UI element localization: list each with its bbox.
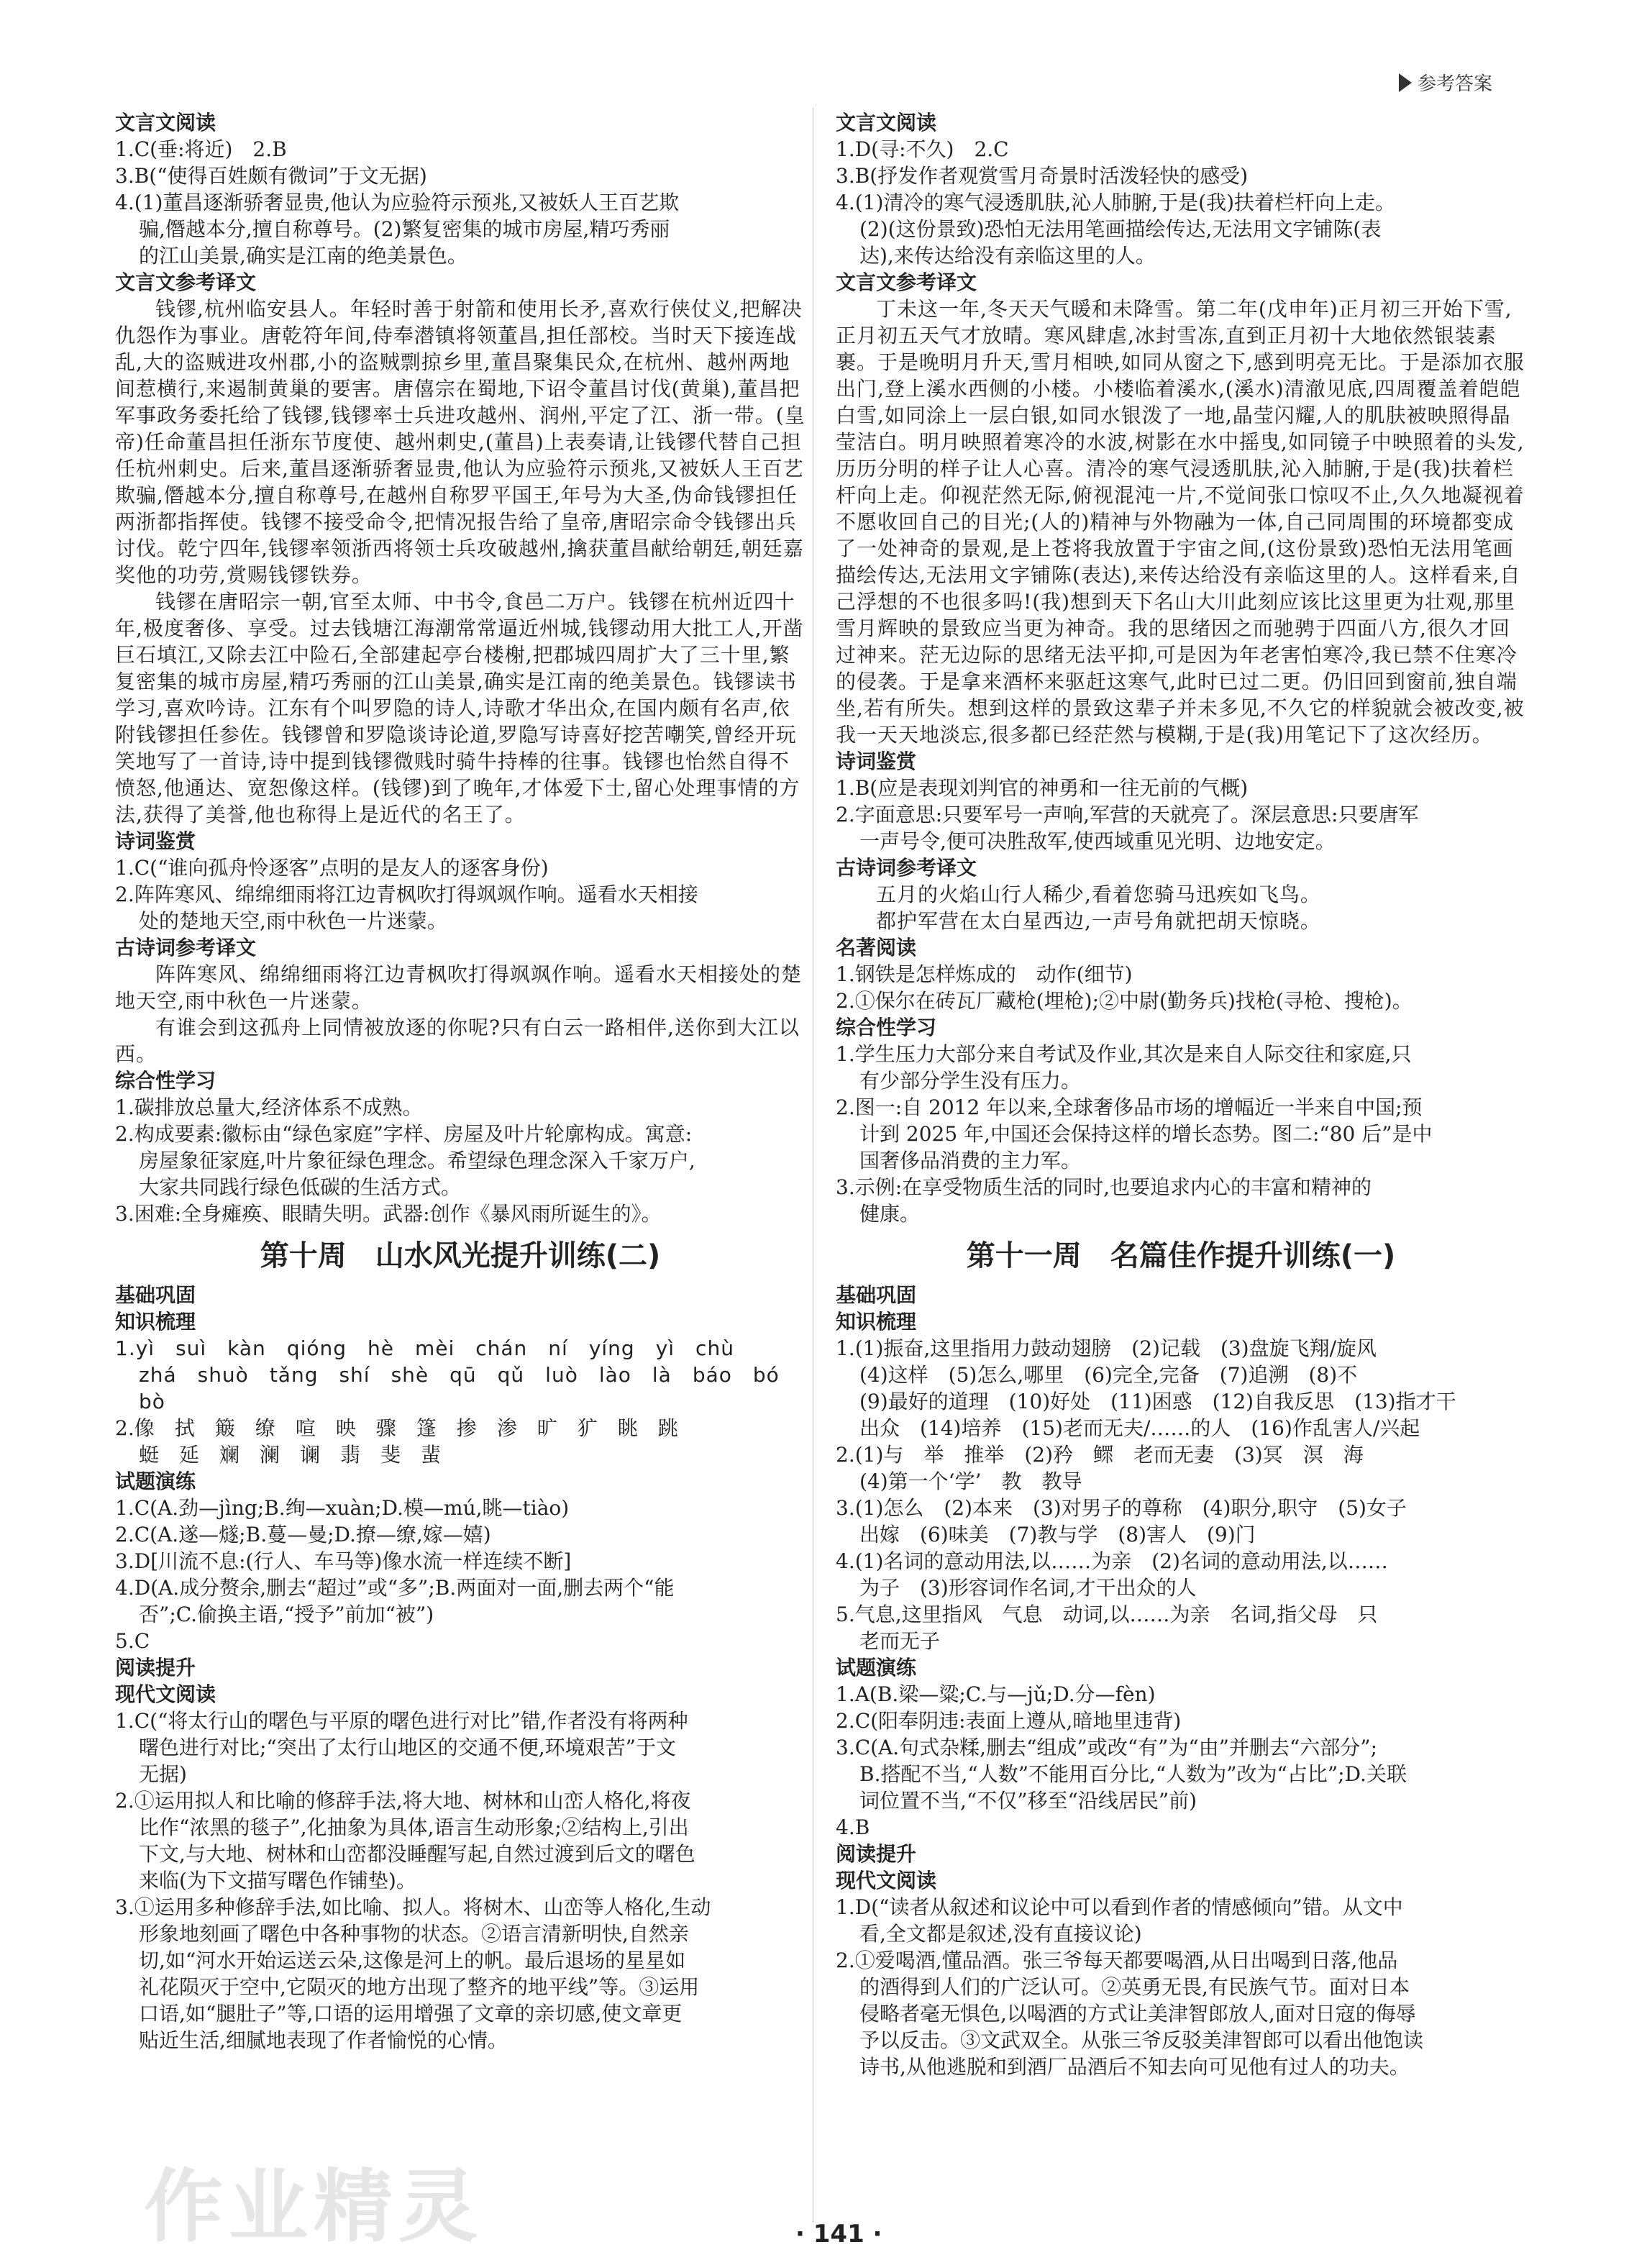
- text-line: 出嫁 (6)味美 (7)教与学 (8)害人 (9)门: [859, 1523, 1256, 1546]
- text-line: 2.①爱喝酒,懂品酒。张三爷每天都要喝酒,从日出喝到日落,他品: [836, 1949, 1398, 1972]
- text-line: 4.(1)董昌逐渐骄奢显贵,他认为应验符示预兆,又被妖人王百艺欺: [115, 191, 680, 214]
- section-heading: 阅读提升: [836, 1842, 917, 1866]
- text-line: 有少部分学生没有压力。: [859, 1069, 1082, 1093]
- section-heading: 名著阅读: [836, 936, 917, 960]
- text-line: 3.(1)怎么 (2)本来 (3)对男子的尊称 (4)职分,职守 (5)女子: [836, 1496, 1407, 1520]
- text-line: 口语,如“腿肚子”等,口语的运用增强了文章的亲切感,使文章更: [139, 2002, 683, 2025]
- text-line: 的酒得到人们的广泛认可。②英勇无畏,有民族气节。面对日本: [859, 1975, 1410, 1999]
- paragraph: 五月的火焰山行人稀少,看着您骑马迅疾如飞鸟。: [876, 883, 1321, 906]
- text-line: 3.困难:全身瘫痪、眼睛失明。武器:创作《暴风雨所诞生的》。: [115, 1202, 662, 1226]
- watermark: 作业精灵: [144, 2161, 483, 2253]
- text-line: 否”;C.偷换主语,“授予”前加“被”): [139, 1603, 434, 1626]
- text-line: 5.C: [115, 1629, 150, 1653]
- text-line: 2.C(阳奉阴违:表面上遵从,暗地里违背): [836, 1709, 1182, 1733]
- text-line: 3.C(A.句式杂糅,删去“组成”或改“有”为“由”并删去“六部分”;: [836, 1736, 1378, 1759]
- text-line: 1.C(“将太行山的曙色与平原的曙色进行对比”错,作者没有将两种: [115, 1709, 688, 1733]
- translation-block: [115, 961, 806, 1067]
- text-line: 来临(为下文描写曙色作铺垫)。: [139, 1869, 416, 1892]
- week-title: 第十一周 名篇佳作提升训练(一): [966, 1239, 1396, 1272]
- section-heading: 古诗词参考译文: [115, 936, 257, 960]
- text-line: 切,如“河水开始运送云朵,这像是河上的帆。最后退场的星星如: [139, 1949, 686, 1972]
- section-heading: 诗词鉴赏: [836, 749, 917, 773]
- section-heading: 古诗词参考译文: [836, 856, 977, 880]
- answer-block: [836, 961, 1526, 1014]
- text-line: 健康。: [859, 1202, 921, 1226]
- text-line: B.搭配不当,“人数”不能用百分比,“人数为”改为“占比”;D.关联: [859, 1762, 1407, 1786]
- answer-block: [115, 854, 806, 934]
- text-line: 1.A(B.梁—粱;C.与—jǔ;D.分—fèn): [836, 1682, 1156, 1706]
- text-line: 出众 (14)培养 (15)老而无夫/……的人 (16)作乱害人/兴起: [859, 1416, 1420, 1440]
- translation-block: [836, 881, 1526, 934]
- text-line: 一声号令,便可决胜敌军,使西域重见光明、边地安定。: [859, 829, 1336, 853]
- text-line: 3.B(“使得百姓颇有微词”于文无据): [115, 164, 427, 188]
- answer-block: [836, 1335, 1526, 1654]
- text-line: 4.(1)名词的意动用法,以……为亲 (2)名词的意动用法,以……: [836, 1549, 1388, 1573]
- text-line: 4.D(A.成分赘余,删去“超过”或“多”;B.两面对一面,删去两个“能: [115, 1576, 675, 1600]
- answer-block: [115, 1094, 806, 1227]
- paragraph: 都护军营在太白星西边,一声号角就把胡天惊晓。: [876, 909, 1321, 933]
- text-line: 2.①运用拟人和比喻的修辞手法,将大地、树林和山峦人格化,将夜: [115, 1789, 691, 1813]
- text-line: 1.C(垂:将近) 2.B: [115, 137, 287, 161]
- text-line: 大家共同践行绿色低碳的生活方式。: [139, 1175, 462, 1199]
- text-line: 为子 (3)形容词作名词,才干出众的人: [859, 1576, 1197, 1600]
- translation-block: [115, 296, 806, 828]
- text-line: 国奢侈品消费的主力军。: [859, 1149, 1082, 1172]
- text-line: 2.字面意思:只要军号一声响,军营的天就亮了。深层意思:只要唐军: [836, 803, 1419, 826]
- text-line: 予以反击。③文武双全。从张三爷反驳美津智郎可以看出他饱读: [859, 2028, 1424, 2052]
- text-line: 4.B: [836, 1815, 870, 1839]
- text-line: 1.C(A.劲—jìng;B.绚—xuàn;D.模—mú,眺—tiào): [115, 1496, 570, 1520]
- answer-block: [836, 136, 1526, 269]
- section-heading: 文言文参考译文: [836, 270, 977, 294]
- right-column: [836, 109, 1526, 2080]
- subsection-heading: 知识梳理: [115, 1310, 196, 1334]
- characters-block: [115, 1415, 806, 1468]
- page-number: · 141 ·: [795, 2220, 882, 2248]
- section-heading: 文言文参考译文: [115, 270, 257, 294]
- paragraph: 钱镠在唐昭宗一朝,官至太师、中书令,食邑二万户。钱镠在杭州近四十年,极度奢侈、享受。过去钱塘江海潮常常逼近州城,钱镠动用大批工人,开凿巨石填江,又除去江中险石,全部建起亭台楼榭,把郡城四周扩大了三十里,繁复密集的城市房屋,精巧秀丽的江山美景,确实是江南的绝美景色。钱镠读书学习,喜欢吟诗。江东有个叫罗隐的诗人,诗歌才华出众,在国内颇有名声,依附钱镠担任参佐。钱镠曾和罗隐谈诗论道,罗隐写诗喜好挖苦嘲笑,曾经开玩笑地写了一首诗,诗中提到钱镠微贱时骑牛持棒的往事。钱镠也怡然自得不愤怒,他通达、宽恕像这样。(钱镠)到了晚年,才体爱下士,留心处理事情的方法,获得了美誉,他也称得上是近代的名王了。: [115, 590, 804, 826]
- section-heading: 综合性学习: [836, 1016, 937, 1039]
- text-line: 的江山美景,确实是江南的绝美景色。: [139, 244, 467, 268]
- text-line: 1.(1)振奋,这里指用力鼓动翅膀 (2)记载 (3)盘旋飞翔/旋风: [836, 1336, 1377, 1360]
- text-line: 词位置不当,“不仅”移至“沿线居民”前): [859, 1789, 1197, 1813]
- left-column: [115, 109, 806, 2054]
- text-line: 侵略者毫无惧色,以喝酒的方式让美津智郎放人,面对日寇的侮辱: [859, 2002, 1416, 2025]
- text-line: 2.C(A.遂—燧;B.蔓—曼;D.撩—缭,嫁—嬉): [115, 1523, 491, 1546]
- text-line: 5.气息,这里指风 气息 动词,以……为亲 名词,指父母 只: [836, 1603, 1378, 1626]
- answer-block: [836, 775, 1526, 854]
- text-line: 3.①运用多种修辞手法,如比喻、拟人。将树木、山峦等人格化,生动: [115, 1895, 711, 1919]
- text-line: 2.像 拭 簸 缭 喧 映 骤 篷 掺 渗 旷 犷 眺 跳: [115, 1416, 678, 1440]
- text-line: 老而无子: [859, 1629, 941, 1653]
- answer-block: [836, 1894, 1526, 2080]
- text-line: (4)这样 (5)怎么,哪里 (6)完全,完备 (7)追溯 (8)不: [859, 1363, 1358, 1387]
- section-heading: 基础巩固: [836, 1283, 917, 1307]
- text-line: 蜓 延 斓 澜 谰 翡 斐 蜚: [139, 1443, 442, 1467]
- week-title: 第十周 山水风光提升训练(二): [260, 1239, 661, 1272]
- text-line: (9)最好的道理 (10)好处 (11)困惑 (12)自我反思 (13)指才干: [859, 1390, 1456, 1413]
- text-line: 1.D(“读者从叙述和议论中可以看到作者的情感倾向”错。从文中: [836, 1895, 1403, 1919]
- text-line: 2.构成要素:徽标由“绿色家庭”字样、房屋及叶片轮廓构成。寓意:: [115, 1122, 693, 1146]
- text-line: 2.阵阵寒风、绵绵细雨将江边青枫吹打得飒飒作响。遥看水天相接: [115, 883, 698, 906]
- answer-block: [115, 1495, 806, 1654]
- text-line: 3.B(抒发作者观赏雪月奇景时活泼轻快的感受): [836, 164, 1249, 188]
- answer-block: [836, 1681, 1526, 1841]
- text-line: (4)第一个‘学’ 教 教导: [859, 1469, 1082, 1493]
- text-line: 1.C(“谁向孤舟怜逐客”点明的是友人的逐客身份): [115, 856, 549, 880]
- subsection-heading: 现代文阅读: [836, 1869, 937, 1892]
- section-heading: 阅读提升: [115, 1656, 196, 1680]
- subsection-heading: 试题演练: [836, 1656, 917, 1680]
- pinyin-block: [115, 1335, 806, 1415]
- text-line: 房屋象征家庭,叶片象征绿色理念。希望绿色理念深入千家万户,: [139, 1149, 695, 1172]
- text-line: (2)(这份景致)恐怕无法用笔画描绘传达,无法用文字铺陈(表: [859, 217, 1382, 241]
- text-line: 2.(1)与 举 推举 (2)矜 鳏 老而无妻 (3)冥 溟 海: [836, 1443, 1364, 1467]
- text-line: bò: [139, 1390, 165, 1413]
- subsection-heading: 现代文阅读: [115, 1682, 216, 1706]
- paragraph: 钱镠,杭州临安县人。年轻时善于射箭和使用长矛,喜欢行侠仗义,把解决仇怨作为事业。唐乾符年间,侍奉潜镇将领董昌,担任部校。当时天下接连战乱,大的盗贼进攻州郡,小的盗贼剽掠乡里,董昌聚集民众,在杭州、越州两地间惹横行,来遏制黄巢的要害。唐僖宗在蜀地,下诏令董昌讨伐(黄巢),董昌把军事政务委托给了钱镠,钱镠率士兵进攻越州、润州,平定了江、浙一带。(皇帝)任命董昌担任浙东节度使、越州刺史,(董昌)上表奏请,让钱镠代替自己担任杭州刺史。后来,董昌逐渐骄奢显贵,他认为应验符示预兆,又被妖人王百艺欺骗,僭越本分,擅自称尊号,在越州自称罗平国王,年号为大圣,伪命钱镠担任两浙都指挥使。钱镠不接受命令,把情况报告给了皇帝,唐昭宗命令钱镠出兵讨伐。乾宁四年,钱镠率领浙西将领士兵攻破越州,擒获董昌献给朝廷,朝廷嘉奖他的功劳,赏赐钱镠铁券。: [115, 297, 806, 587]
- text-line: 达),来传达给没有亲临这里的人。: [859, 244, 1156, 268]
- text-line: 4.(1)清冷的寒气浸透肌肤,沁人肺腑,于是(我)扶着栏杆向上走。: [836, 191, 1396, 214]
- page-header: [1399, 69, 1492, 96]
- text-line: 比作“浓黑的毯子”,化抽象为具体,语言生动形象;②结构上,引出: [139, 1815, 689, 1839]
- subsection-heading: 知识梳理: [836, 1310, 917, 1334]
- text-line: 看,全文都是叙述,没有直接议论): [859, 1922, 1142, 1946]
- text-line: 处的楚地天空,雨中秋色一片迷蒙。: [139, 909, 447, 933]
- text-line: 1.钢铁是怎样炼成的 动作(细节): [836, 962, 1133, 986]
- text-line: 3.示例:在享受物质生活的同时,也要追求内心的丰富和精神的: [836, 1175, 1372, 1199]
- text-line: 下文,与大地、树林和山峦都没睡醒写起,自然过渡到后文的曙色: [139, 1842, 695, 1866]
- translation-block: [836, 296, 1526, 748]
- text-line: 形象地刻画了曙色中各种事物的状态。②语言清新明快,自然亲: [139, 1922, 689, 1946]
- answer-block: [115, 1708, 806, 2054]
- section-heading: 文言文阅读: [836, 111, 937, 135]
- header-label: 参考答案: [1417, 73, 1492, 95]
- text-line: 1.yì suì kàn qióng hè mèi chán ní yíng yì chù: [115, 1336, 734, 1360]
- text-line: 1.学生压力大部分来自考试及作业,其次是来自人际交往和家庭,只: [836, 1042, 1412, 1066]
- text-line: 1.D(寻:不久) 2.C: [836, 137, 1009, 161]
- answer-block: [836, 1041, 1526, 1227]
- text-line: 2.图一:自 2012 年以来,全球奢侈品市场的增幅近一半来自中国;预: [836, 1095, 1423, 1119]
- text-line: 诗书,从他逃脱和到酒厂品酒后不知去向可见他有过人的功夫。: [859, 2055, 1410, 2079]
- text-line: 贴近生活,细腻地表现了作者愉悦的心情。: [139, 2028, 508, 2052]
- section-heading: 综合性学习: [115, 1069, 216, 1093]
- subsection-heading: 试题演练: [115, 1469, 196, 1493]
- paragraph: 丁未这一年,冬天天气暖和未降雪。第二年(戊申年)正月初三开始下雪,正月初五天气才放晴。寒风肆虐,冰封雪冻,直到正月初十大地依然银装素裹。于是晚明月升天,雪月相映,如同从窗之下,感到明亮无比。于是添加衣服出门,登上溪水西侧的小楼。小楼临着溪水,(溪水)清澈见底,四周覆盖着皑皑白雪,如同涂上一层白银,如同水银泼了一地,晶莹闪耀,人的肌肤被映照得晶莹洁白。明月映照着寒冷的水波,树影在水中摇曳,如同镜子中映照着的头发,历历分明的样子让人心喜。清冷的寒气浸透肌肤,沁入肺腑,于是(我)扶着栏杆向上走。仰视茫然无际,俯视混沌一片,不觉间张口惊叹不止,久久地凝视着不愿收回自己的目光;(人的)精神与外物融为一体,自己同周围的环境都变成了一处神奇的景观,是上苍将我放置于宇宙之间,(这份景致)恐怕无法用笔画描绘传达,无法用文字铺陈(表达),来传达给没有亲临这里的人。这样看来,自己浮想的不也很多吗!(我)想到天下名山大川此刻应该比这里更为壮观,那里雪月辉映的景致应当更为神奇。我的思绪因之而驰骋于四面八方,很久才回过神来。茫无边际的思绪无法平抑,可是因为年老害怕寒冷,我已禁不住寒冷的侵袭。于是拿来酒杯来驱赶这寒气,此时已过二更。仍旧回到窗前,独自端坐,若有所失。想到这样的景致这辈子并未多见,不久它的样貌就会被改变,被我一天天地淡忘,很多都已经茫然与模糊,于是(我)用笔记下了这次经历。: [836, 297, 1525, 747]
- paragraph: 有谁会到这孤舟上同情被放逐的你呢?只有白云一路相伴,送你到大江以西。: [115, 1016, 800, 1066]
- text-line: 曙色进行对比;“突出了太行山地区的交通不便,环境艰苦”于文: [139, 1736, 676, 1759]
- section-heading: 基础巩固: [115, 1283, 196, 1307]
- text-line: 1.碳排放总量大,经济体系不成熟。: [115, 1095, 423, 1119]
- triangle-icon: [1399, 73, 1412, 92]
- paragraph: 阵阵寒风、绵绵细雨将江边青枫吹打得飒飒作响。遥看水天相接处的楚地天空,雨中秋色一片迷蒙。: [115, 962, 803, 1013]
- answer-block: [115, 136, 806, 269]
- text-line: 无据): [139, 1762, 187, 1786]
- text-line: 1.B(应是表现刘判官的神勇和一往无前的气概): [836, 776, 1249, 800]
- section-heading: 诗词鉴赏: [115, 829, 196, 853]
- text-line: 骗,僭越本分,擅自称尊号。(2)繁复密集的城市房屋,精巧秀丽: [139, 217, 670, 241]
- text-line: 3.D[川流不息:(行人、车马等)像水流一样连续不断]: [115, 1549, 572, 1573]
- text-line: 计到 2025 年,中国还会保持这样的增长态势。图二:“80 后”是中: [859, 1122, 1433, 1146]
- text-line: zhá shuò tǎng shí shè qū qǔ luò lào là báo bó: [139, 1363, 780, 1387]
- text-line: 2.①保尔在砖瓦厂藏枪(埋枪);②中尉(勤务兵)找枪(寻枪、搜枪)。: [836, 989, 1413, 1013]
- text-line: 礼花陨灭于空中,它陨灭的地方出现了整齐的地平线”等。③运用: [139, 1975, 700, 1999]
- section-heading: 文言文阅读: [115, 111, 216, 135]
